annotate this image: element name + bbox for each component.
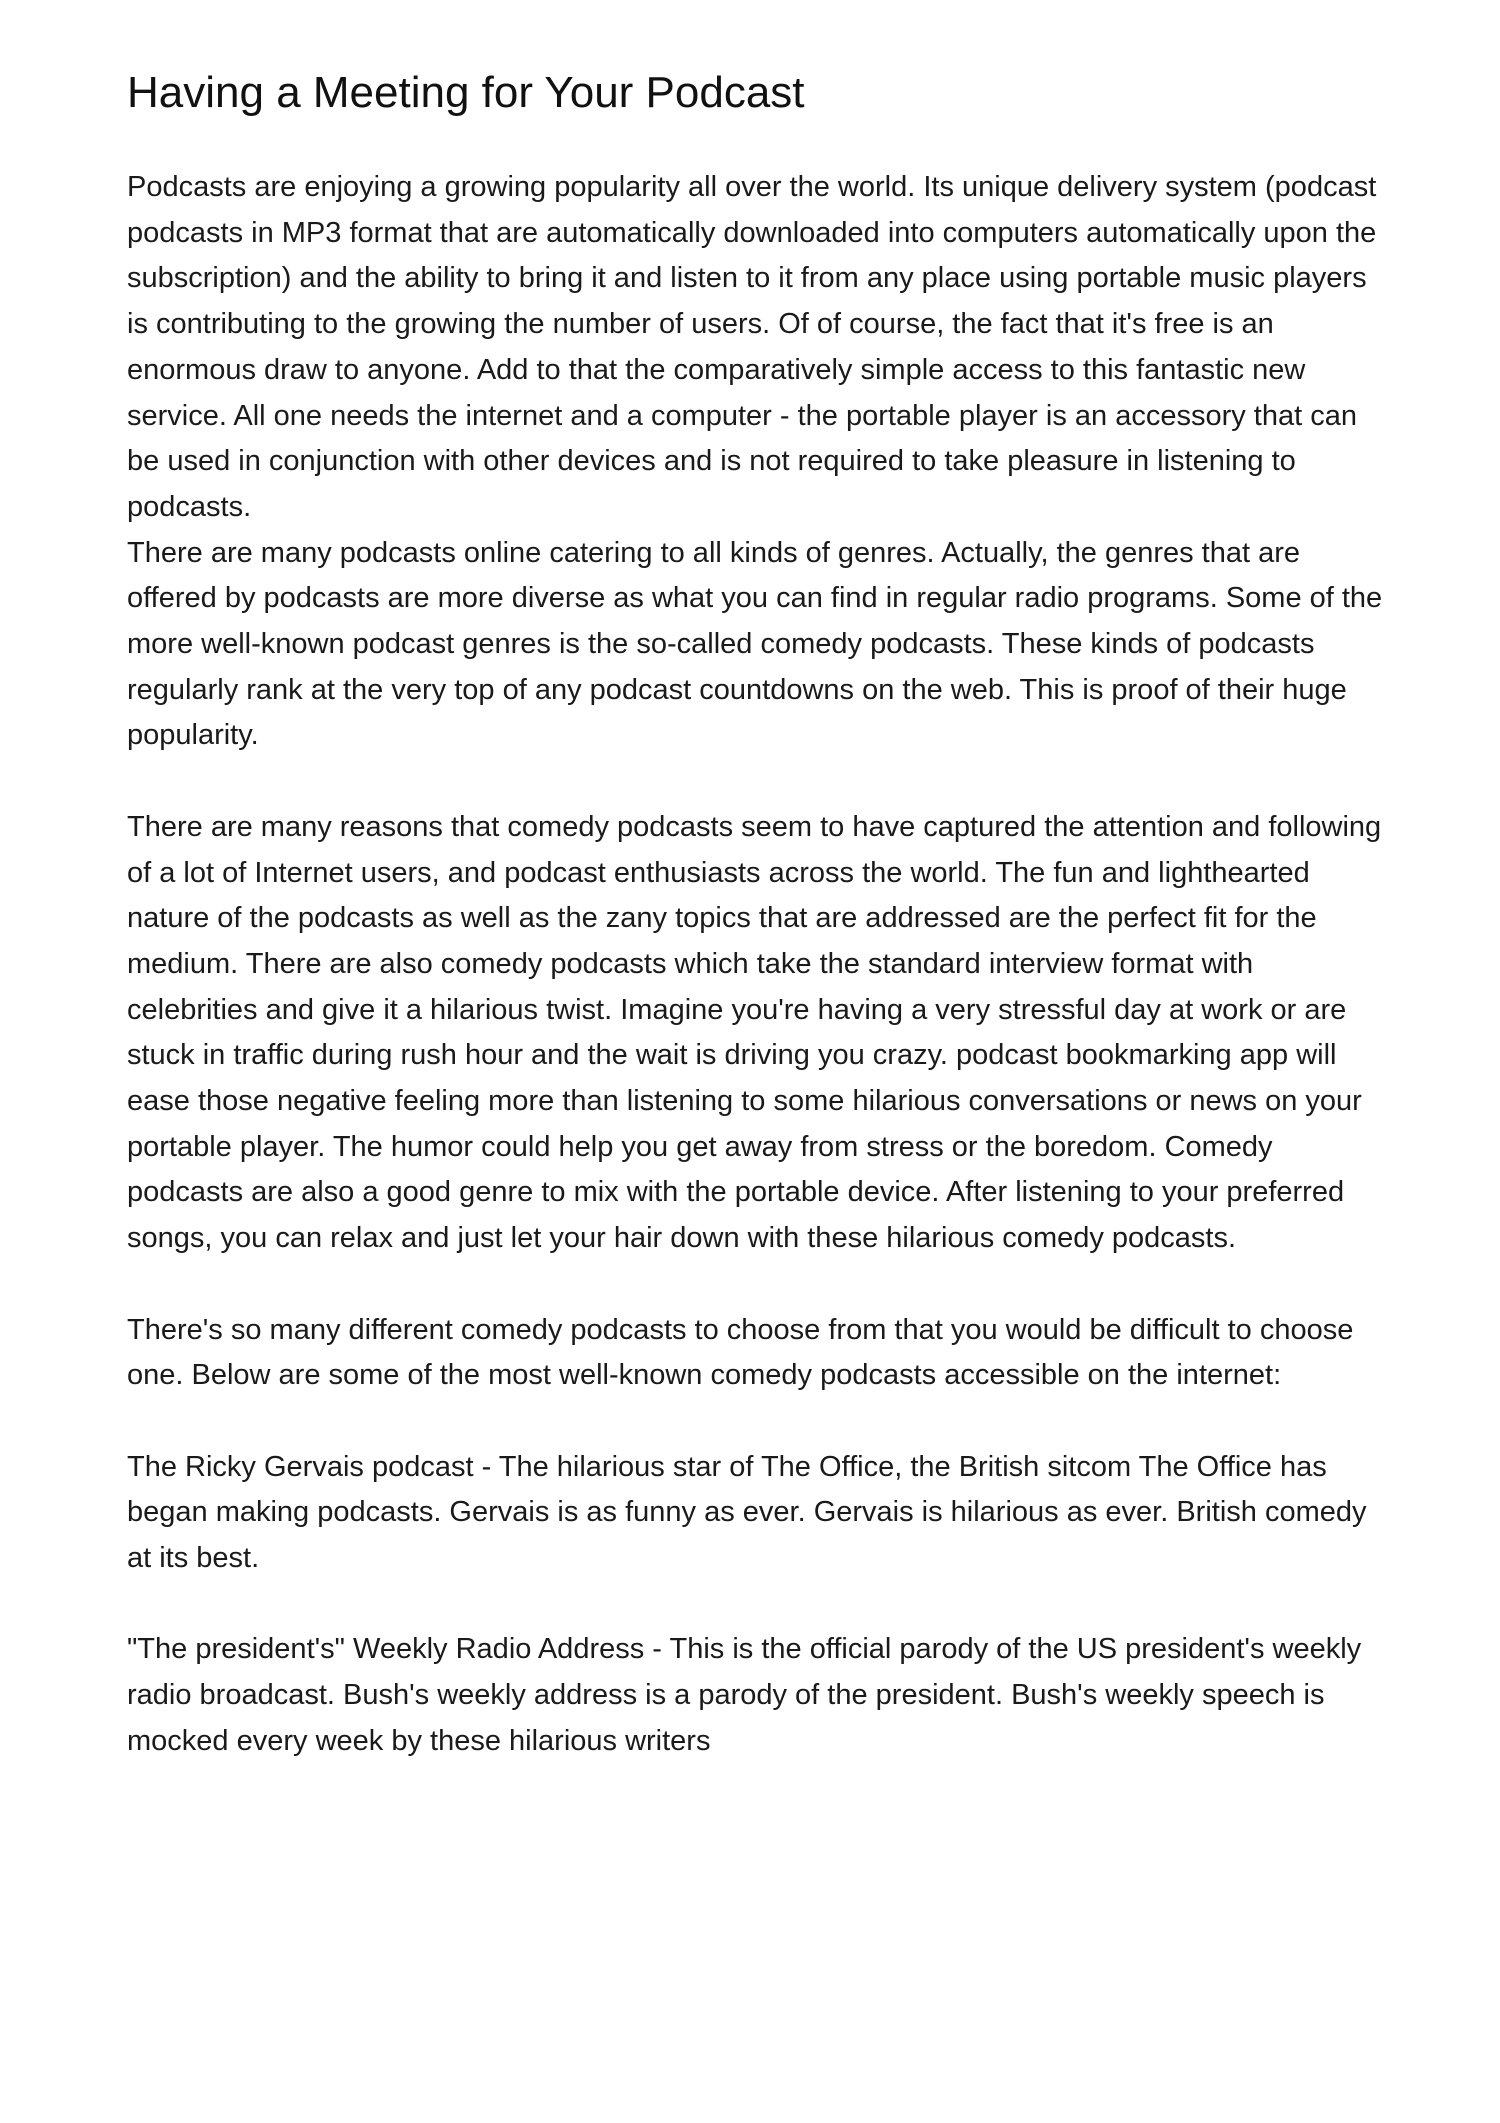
paragraph-intro: Podcasts are enjoying a growing popularity all over the world. Its unique delivery system (podcast podcasts in MP3 format that are automatically downloaded into computers automatically upon the subscription) and the ability to bring it and listen to it from any place using portable music players is contributing to the growing the number of users. Of of course, the fact that it's free is an enormous draw to anyone. Add to that the comparatively simple access to this fantastic new service. All one needs the internet and a computer - the portable player is an accessory that can be used in conjunction with other devices and is not required to take pleasure in listening to podcasts. [127, 171, 1377, 523]
paragraph-ricky-gervais: The Ricky Gervais podcast - The hilarious star of The Office, the British sitcom The Office has began making podcasts. Gervais is as funny as ever. Gervais is hilarious as ever. British comedy at its best. [127, 1450, 1367, 1575]
paragraph-spacer [127, 1399, 1387, 1445]
paragraph-choose: There's so many different comedy podcasts to choose from that you would be difficult to choose one. Below are some of the most well-known comedy podcasts accessible on the internet: [127, 1313, 1354, 1392]
paragraph-spacer [127, 1582, 1387, 1628]
document-title: Having a Meeting for Your Podcast [127, 68, 805, 117]
paragraph-reasons: There are many reasons that comedy podcasts seem to have captured the attention and following of a lot of Internet users, and podcast enthusiasts across the world. The fun and lighthearted nature of the podcasts as well as the zany topics that are addressed are the perfect fit for the medium. There are also comedy podcasts which take the standard interview format with celebrities and give it a hilarious twist. Imagine you're having a very stressful day at work or are stuck in traffic during rush hour and the wait is driving you crazy. podcast bookmarking app will ease those negative feeling more than listening to some hilarious conversations or news on your portable player. The humor could help you get away from stress or the boredom. Comedy podcasts are also a good genre to mix with the portable device. After listening to your preferred songs, you can relax and just let your hair down with these hilarious comedy podcasts. [127, 810, 1382, 1255]
paragraph-spacer [127, 759, 1387, 805]
document-page [127, 62, 1387, 1765]
paragraph-genres: There are many podcasts online catering to all kinds of genres. Actually, the genres that are offered by podcasts are more diverse as what you can find in regular radio programs. Some of the more well-known podcast genres is the so-called comedy podcasts. These kinds of podcasts regularly rank at the very top of any podcast countdowns on the web. This is proof of their huge popularity. [127, 536, 1383, 752]
paragraph-spacer [127, 1262, 1387, 1308]
paragraph-radio-address: "The president's" Weekly Radio Address - This is the official parody of the US president's weekly radio broadcast. Bush's weekly address is a parody of the president. Bush's weekly speech is mocked every week by these hilarious writers [127, 1633, 1362, 1757]
